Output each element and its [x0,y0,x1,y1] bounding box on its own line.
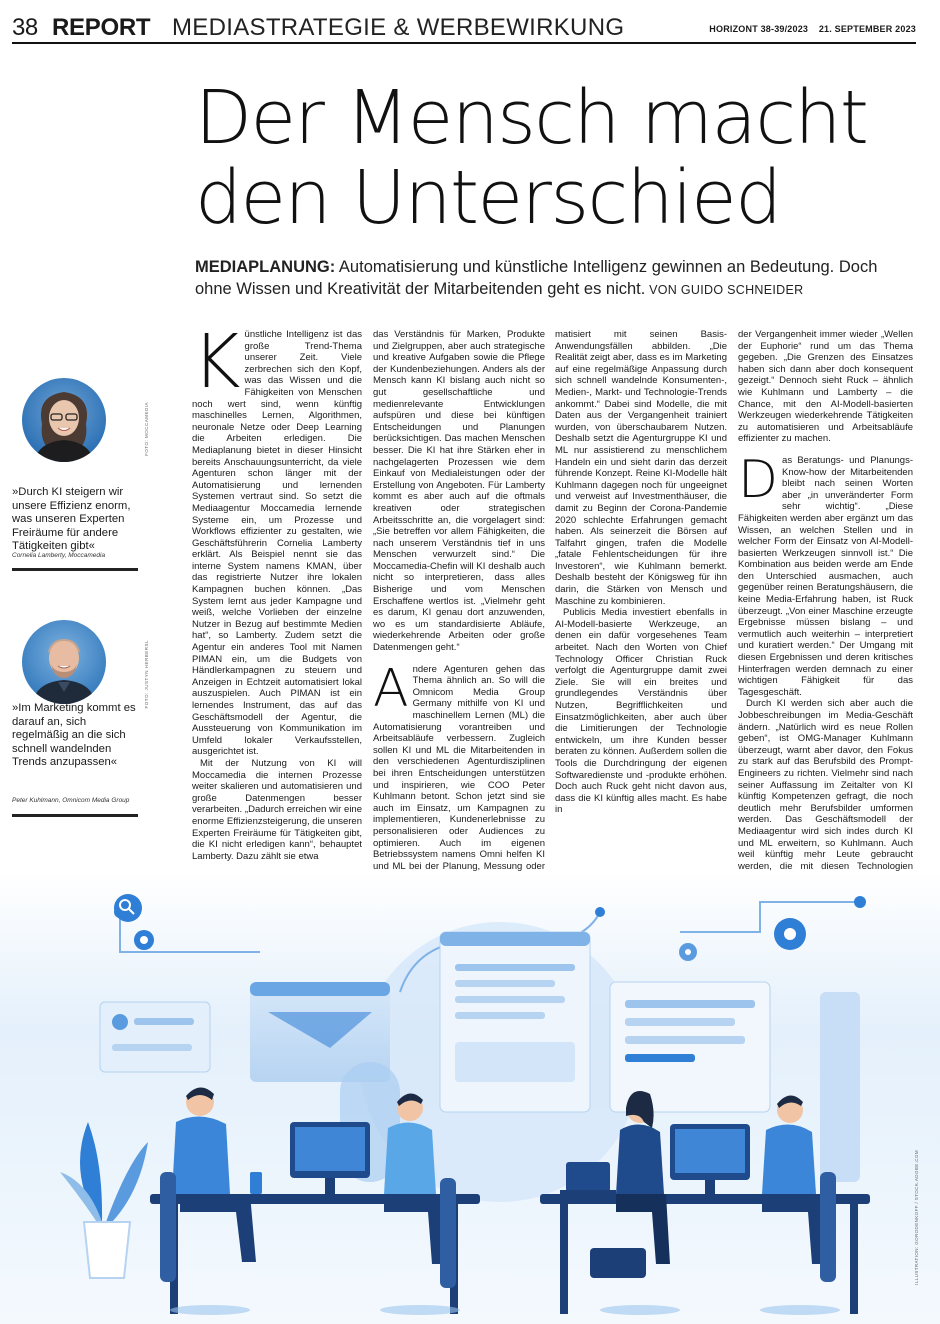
pull-quote-2: »Im Marketing kommt es darauf an, sich regelmäßig an die sich schnell wandelnden Trends anzupassen« [12,702,136,768]
photo-credit-2: FOTO: JUSTYN HERBERSL [144,640,149,709]
portrait-photo-kuhlmann [22,620,106,704]
article-column-1 [192,319,362,862]
article-column-3 [555,329,727,816]
article-column-2 [373,329,545,930]
drop-cap: A [373,658,409,719]
section-label: REPORT [52,14,151,41]
gear-icon [134,930,154,950]
gear-icon [679,943,697,961]
publication-name: HORIZONT 38-39/2023 [709,24,809,34]
portrait-photo-lamberty [22,378,106,462]
paragraph: das Verständnis für Marken, Produkte und Zielgruppen, aber auch strategische und kreative Aufgaben sowie die Pflege der Kundenbeziehungen. Anders als der Mensch kann KI bislang auch nicht so gut gesellschaftliche und medienrelevante Entwicklungen aufspüren und diese bei künftigen Entscheidungen und Planungen berücksichtigen. Das machen Menschen besser. Die KI hat ihre Stärken eher in nachgelagerten Prozessen wie dem Einkauf von Medialeistungen oder der Erstellung von Angeboten. Für Lamberty kommt es aber auch auf die oftmals kreativen oder strategischen Arbeitsschritte an, die vorgelagert sind: „Sie betreffen vor allem Fähigkeiten, die nach unserem Verständnis tief in uns Menschen verwurzelt sind.“ Die Moccamedia-Chefin will KI deshalb auch nicht so interpretieren, dass alles Bisherige und vom Menschen Erschaffene wertlos ist. „Vielmehr geht es darum, KI genau dort anzuwenden, wo es um standardisierte Abläufe, wiederkehrende Arbeiten oder große Datenmengen geht.“ [373,329,545,654]
paragraph: der Vergangenheit immer wieder „Wellen der Euphorie“ rund um das Thema gegeben. „Die Grenzen des Einsatzes haben sich dann aber doch konsequent gezeigt.“ Dennoch sieht Ruck – ähnlich wie Kuhlmann und Lamberty – die Chance, mit den AI-Modell-basierten Werkzeugen wiederkehrende Tätigkeiten zu automatisieren und Arbeitsabläufe effizienter zu machen. [738,329,913,445]
paragraph [192,319,362,758]
paragraph-text: as Beratungs- und Planungs-Know-how der Mitarbeitenden bleibt nach seinen Worten aber „in unveränderter Form sehr wichtig“. „Diese Fähigkeiten werden aber ergänzt um das Wissen, an welchen Stellen und in welcher Form der Einsatz von AI-Modell-basierten Werkzeugen sinnvoll ist.“ Die Kombination aus beiden werde am Ende den Unterschied ausmachen, auch gegenüber reinen Beratungshäusern, die keine Media-Erfahrung haben, ist Ruck überzeugt. „Von einer Maschine erzeugte Ergebnisse müssen bislang – und vermutlich auch weiterhin – interpretiert und kuratiert werden.“ Der Umgang mit diesen Ergebnissen und deren kritisches Hinterfragen werden demnach zu einer wichtigen Fähigkeit für das Tagesgeschäft. [738,454,913,698]
bag-icon [590,1248,646,1278]
office-ai-illustration [0,872,940,1324]
paragraph: matisiert mit seinen Basis-Anwendungsfällen abbilden. „Die Realität zeigt aber, dass es im Marketing auf eine regelmäßige Anpassung durch sich schnell wandelnde Konsumenten-, Medien-, Markt- und Technologie-Trends ankommt.“ Dabei sind Modelle, die mit Daten aus der Vergangenheit trainiert wurden, von überschaubarem Nutzen. Deshalb setzt die Agenturgruppe KI und ML nur assistierend zu menschlichem Handeln ein und sieht darin das derzeit führende Konzept. Reine KI-Modelle hält Kuhlmann dagegen noch für ungeeignet und verweist auf Investmenthäuser, die damit zu Beginn der Corona-Pandemie 2020 schlechte Erfahrungen gemacht haben. Als seinerzeit die Börsen auf Talfahrt gingen, trafen die Modelle „fatale Fehlentscheidungen für ihre Investoren“, wie Kuhlmann bemerkt. Deshalb besteht der Königsweg für ihn darin, die Stärken von Mensch und Maschine zu kombinieren. [555,329,727,607]
floating-chat-panel [100,1002,210,1072]
drop-cap: D [738,449,779,510]
paragraph: Durch KI werden sich aber auch die Jobbeschreibungen im Media-Geschäft ändern. „Natürlich wird es neue Rollen geben“, ist OMG-Manager Kuhlmann überzeugt, warnt aber davor, den Fokus zu stark auf das Berufsbild des Prompt-Engineers zu richten. Vielmehr sind nach seiner Auffassung im Zeitalter von KI künftig Kompetenzen gefragt, die noch deutlich mehr Berufsbilder umformen werden. Das Geschäftsmodell der Mediaagentur wird sich indes durch KI und ML erweitern, so Kuhlmann. Auch weil künftig mehr Leute gebraucht werden, die mit diesen Technologien [738,698,913,872]
quote-attribution-1: Cornelia Lamberty, Moccamedia [12,552,106,559]
headline-line-2: den Unterschied [195,155,781,241]
node-dot [595,907,605,917]
paragraph-text: ndere Agenturen gehen das Thema ähnlich an. So will die Omnicom Media Group Germany mithilfe von KI und maschinellem Lernen (ML) die Automatisierung vorantreiben und Arbeitsabläufe verbessern. Zugleich sollen KI und ML die Mitarbeitenden in den verschiedenen Agenturdisziplinen bei ihren Entscheidungen unterstützen und inspirieren, wie COO Peter Kuhlmann betont. Schon jetzt sind sie auch im Einsatz, um Kampagnen zu implementieren, Kundenerlebnisse zu personalisieren oder Audiences zu optimieren. Auch im eigenen Betriebssystem namens Omni helfen KI und ML bei der Planung, Messung oder [373,663,545,872]
photo-credit-1: FOTO: MOCCAMEDIA [144,402,149,456]
floating-document-panel [440,932,590,1112]
page-number: 38 [12,14,38,41]
paragraph: Publicis Media investiert ebenfalls in AI-Modell-basierte Werkzeuge, an denen ein dafür vorgesehenes Team arbeitet. Nach den Worten von Chief Technology Officer Christian Ruck verfolgt die Agenturgruppe damit zwei Ziele. Sie will ein breites und grundlegendes Verständnis über Nutzen, Begrifflichkeiten und Einsatzmöglichkeiten, aber auch über die Limitierungen der Technologie entwickeln, um ihre Kunden besser beraten zu können. Außerdem sollen die Tools die Durchdringung der eigenen Softwaredienste und -produkte erhöhen. Doch auch Ruck geht nicht davon aus, dass die KI künftig alles macht. Es habe in [555,607,727,816]
deck-label: MEDIAPLANUNG: [195,258,336,276]
paragraph: Mit der Nutzung von KI will Moccamedia die internen Prozesse weiter skalieren und automatisieren und große Datenmengen besser verarbeiten. „Dadurch erreichen wir eine enorme Effizienzsteigerung, die unseren Experten Freiräume für Tätigkeiten gibt, die KI nicht erledigen kann“, behauptet Lamberty. Dazu zählt sie etwa [192,757,362,862]
deck-text: Automatisierung und künstliche Intelligenz gewinnen an Bedeutung. Doch ohne Wissen und Kreativität der Mitarbeitenden geht es nicht. [195,258,878,298]
portrait-woman-icon [22,378,106,462]
paragraph-text: ünstliche Intelligenz ist das große Trend-Thema unserer Zeit. Viele zerbrechen sich den Kopf, was das Wissen und die Fähigkeiten von Menschen noch wert sind, wenn künftig maschinelles Lernen, Algorithmen, neuronale Netze oder Deep Learning die Arbeiten erledigen. Die Mediaplanung bietet in dieser Hinsicht bereits Anschauungsunterricht, da viele Agenturen schon länger mit der Automatisierung und lernenden Systemen vertraut sind. So setzt die Mediaagentur Moccamedia lernende Systeme ein, um Prozesse und Workflows effizienter zu gestalten, wie Geschäftsführerin Cornelia Lamberty erklärt. Als Beispiel nennt sie das interne System namens KMAN, über das registrierte Nutzer ihre lokalen Kampagnen buchen können. „Das System lernt aus jeder Kampagne und weiß, welche Vorlieben der einzelne Nutzer in Bezug auf bestimmte Medien hat“, so Lamberty. Zudem setzt die Agentur ein anderes Tool mit Namen PIMAN ein, um die Budgets von Händlerkampagnen zu steuern und Anzeigen in Echtzeit automatisiert lokal auszuspielen. Auch PIMAN ist ein lernendes Instrument, das auf das Geschäftsmodell der Agentur, die Aussteuerung von Kommunikation im Umfeld lokaler Verkaufsstellen, ausgerichtet ist. [192,329,362,758]
publication-date: 21. SEPTEMBER 2023 [818,24,916,34]
section-title: MEDIASTRATEGIE & WERBEWIRKUNG [172,14,625,41]
paragraph [373,658,545,884]
issue-info [701,24,916,34]
headline-line-1: Der Mensch macht [195,75,868,161]
cup-icon [250,1172,262,1194]
illustration-credit: ILLUSTRATION: GORODENKOFF / STOCK.ADOBE.COM [914,1150,919,1285]
page-header [12,14,916,44]
quote-divider-2 [12,814,138,817]
portrait-man-icon [22,620,106,704]
gear-icon [774,918,806,950]
drop-cap: K [192,319,241,405]
byline: VON GUIDO SCHNEIDER [645,283,804,297]
quote-attribution-2: Peter Kuhlmann, Omnicom Media Group [12,797,130,804]
article-deck [195,256,905,301]
article-headline [195,75,895,241]
article-column-4 [738,329,913,919]
paragraph [738,449,913,698]
laptop-icon [560,1162,616,1195]
node-dot [854,896,866,908]
pull-quote-1: »Durch KI steigern wir unsere Effizienz enorm, was unseren Experten Freiräume für andere Tätigkeiten gibt« [12,486,131,552]
quote-divider-1 [12,568,138,571]
